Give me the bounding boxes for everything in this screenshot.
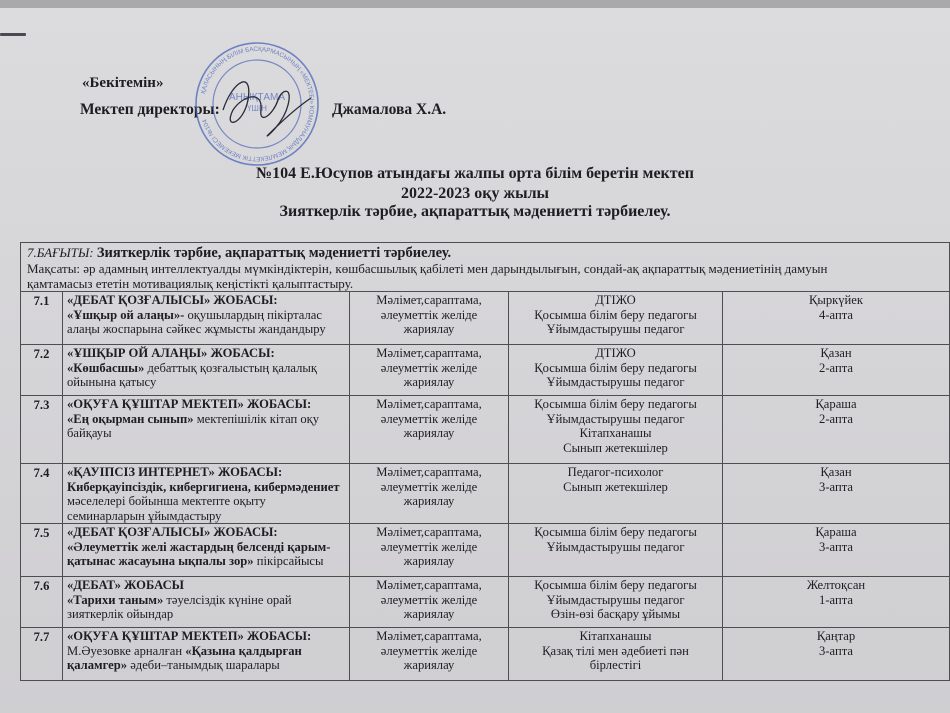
direction-label: 7.БАҒЫТЫ: xyxy=(27,245,94,260)
responsible-line: Қосымша білім беру педагогы xyxy=(534,307,697,322)
event-description: оқушылардың пікірталас алаңы жоспарына сәйкес жұмысты жандандыру xyxy=(67,307,326,336)
term-cell xyxy=(723,292,950,345)
term-month: Қазан xyxy=(820,346,852,360)
table-row xyxy=(21,628,950,681)
term-cell xyxy=(723,628,950,681)
result-line: Мәлімет,сараптама, xyxy=(376,629,482,643)
term-week: 2-апта xyxy=(819,360,853,375)
term-cell xyxy=(723,577,950,628)
result-line: жариялау xyxy=(403,426,455,440)
term-month: Қараша xyxy=(815,525,857,539)
table-row xyxy=(21,577,950,628)
result-line: әлеуметтік желіде xyxy=(380,643,478,658)
result-cell xyxy=(350,628,509,681)
responsible-line: ДТІЖО xyxy=(595,293,636,307)
direction-title: Зияткерлік тәрбие, ақпараттық мәдениетті тәрбиелеу. xyxy=(96,245,452,261)
term-week: 2-апта xyxy=(819,411,853,426)
responsible-line: Ұйымдастырушы педагог xyxy=(546,322,685,336)
event-description: әдеби–танымдық шаралары xyxy=(127,658,280,672)
table-row xyxy=(21,396,950,464)
approval-label: «Бекітемін» xyxy=(82,75,164,91)
activity-cell xyxy=(63,396,350,464)
direction-goal-line2: қамтамасыз ететін мотивациялық кеңістікті қалыптастыру. xyxy=(27,276,354,291)
plan-topic: Зияткерлік тәрбие, ақпараттық мәдениетті тәрбиелеу. xyxy=(279,203,671,220)
event-description: мектепішілік кітап оқу байқауы xyxy=(67,411,320,440)
svg-text:ҮШІН: ҮШІН xyxy=(247,104,267,113)
row-number: 7.5 xyxy=(21,524,63,577)
responsible-line: Қосымша білім беру педагогы xyxy=(534,397,697,411)
term-cell xyxy=(723,524,950,577)
responsible-line: Ұйымдастырушы педагог xyxy=(546,375,685,389)
responsible-line: Қосымша білім беру педагогы xyxy=(534,360,697,375)
responsible-cell xyxy=(509,292,723,345)
event-title: «Ең оқырман сынып» xyxy=(67,411,194,426)
term-week: 4-апта xyxy=(819,307,853,322)
term-month: Қазан xyxy=(820,465,852,479)
event-prefix: М.Әуезовке арналған xyxy=(67,643,186,658)
responsible-line: Сынып жетекшілер xyxy=(563,479,668,494)
activity-cell xyxy=(63,464,350,524)
term-month: Қаңтар xyxy=(816,629,856,643)
project-name: «ОҚУҒА ҚҰШТАР МЕКТЕП» ЖОБАСЫ: xyxy=(67,629,312,643)
result-line: Мәлімет,сараптама, xyxy=(376,293,482,307)
direction-goal-line1: Мақсаты: әр адамның интеллектуалды мүмкіндіктерін, көшбасшылық қабілеті мен дарындылығын, сондай-ақ ақпараттық мәдениетінің дамуын xyxy=(27,261,828,276)
svg-text:ҚАЛАСЫНЫҢ БІЛІМ БАСҚАРМАСЫНЫҢ: ҚАЛАСЫНЫҢ БІЛІМ БАСҚАРМАСЫНЫҢ «МЕКТЕБІ» КОММУНАЛДЫҚ МЕМЛЕКЕТТІК МЕКЕМЕСІ №104 xyxy=(200,45,316,163)
table-row xyxy=(21,524,950,577)
activity-cell xyxy=(63,524,350,577)
term-month: Желтоқсан xyxy=(806,578,866,592)
project-name: «ОҚУҒА ҚҰШТАР МЕКТЕП» ЖОБАСЫ: xyxy=(67,397,312,411)
direction-cell xyxy=(21,243,950,292)
activity-cell xyxy=(63,577,350,628)
result-line: әлеуметтік желіде xyxy=(380,592,478,607)
responsible-line: Кітапханашы xyxy=(579,426,652,440)
event-description: тәуелсіздік күніне орай зияткерлік ойындар xyxy=(67,592,292,621)
event-description: мәселелері бойынша мектепте оқыту семинарларын ұйымдастыру xyxy=(67,494,266,523)
term-month: Қараша xyxy=(815,397,857,411)
responsible-cell xyxy=(509,524,723,577)
project-name: «ДЕБАТ» ЖОБАСЫ xyxy=(67,578,185,592)
director-label: Мектеп директоры: xyxy=(80,101,220,118)
project-name: «ҰШҚЫР ОЙ АЛАҢЫ» ЖОБАСЫ: xyxy=(67,346,275,360)
responsible-cell xyxy=(509,464,723,524)
event-description: дебаттық қозғалыстың қалалық ойынына қатысу xyxy=(67,360,317,389)
term-week: 3-апта xyxy=(819,643,853,658)
responsible-line: Педагог-психолог xyxy=(567,465,664,479)
responsible-line: ДТІЖО xyxy=(595,346,636,360)
result-line: Мәлімет,сараптама, xyxy=(376,346,482,360)
project-name: «ҚАУІПСІЗ ИНТЕРНЕТ» ЖОБАСЫ: xyxy=(67,465,283,479)
event-title: «Көшбасшы» xyxy=(67,360,145,375)
activity-cell xyxy=(63,292,350,345)
result-line: жариялау xyxy=(403,658,455,672)
result-line: Мәлімет,сараптама, xyxy=(376,397,482,411)
result-line: Мәлімет,сараптама, xyxy=(376,578,482,592)
table-row xyxy=(21,292,950,345)
row-number: 7.1 xyxy=(21,292,63,345)
event-title: «Тарихи таным» xyxy=(67,592,164,607)
term-week: 3-апта xyxy=(819,479,853,494)
row-number: 7.6 xyxy=(21,577,63,628)
responsible-line: Қазақ тілі мен әдебиеті пән xyxy=(542,643,689,658)
row-number: 7.4 xyxy=(21,464,63,524)
term-cell xyxy=(723,345,950,396)
official-stamp xyxy=(193,40,321,168)
photo-top-edge xyxy=(0,0,950,8)
responsible-line: Өзін-өзі басқару ұйымы xyxy=(550,607,681,621)
table-row xyxy=(21,345,950,396)
result-cell xyxy=(350,524,509,577)
result-line: жариялау xyxy=(403,607,455,621)
director-name: Джамалова Х.А. xyxy=(332,101,447,118)
result-line: әлеуметтік желіде xyxy=(380,411,478,426)
responsible-line: Сынып жетекшілер xyxy=(563,440,668,455)
academic-year: 2022-2023 оқу жылы xyxy=(400,185,550,202)
result-cell xyxy=(350,464,509,524)
responsible-cell xyxy=(509,396,723,464)
responsible-line: Ұйымдастырушы педагог xyxy=(546,411,685,426)
responsible-line: Ұйымдастырушы педагог xyxy=(546,592,685,607)
result-line: Мәлімет,сараптама, xyxy=(376,525,482,539)
result-line: Мәлімет,сараптама, xyxy=(376,465,482,479)
row-number: 7.3 xyxy=(21,396,63,464)
result-line: әлеуметтік желіде xyxy=(380,360,478,375)
term-month: Қыркүйек xyxy=(808,293,864,307)
result-line: жариялау xyxy=(403,554,455,568)
term-cell xyxy=(723,396,950,464)
event-title: Киберқауіпсіздік, кибергигиена, кибермәдениет xyxy=(67,479,340,494)
activity-cell xyxy=(63,345,350,396)
school-name: №104 Е.Юсупов атындағы жалпы орта білім беретін мектеп xyxy=(256,165,694,182)
project-name: «ДЕБАТ ҚОЗҒАЛЫСЫ» ЖОБАСЫ: xyxy=(67,525,278,539)
row-number: 7.2 xyxy=(21,345,63,396)
term-week: 3-апта xyxy=(819,539,853,554)
result-cell xyxy=(350,345,509,396)
result-line: әлеуметтік желіде xyxy=(380,479,478,494)
responsible-line: Қосымша білім беру педагогы xyxy=(534,525,697,539)
responsible-cell xyxy=(509,345,723,396)
event-title: «Ұшқыр ой алаңы»- xyxy=(67,307,185,322)
responsible-line: Ұйымдастырушы педагог xyxy=(546,539,685,554)
project-name: «ДЕБАТ ҚОЗҒАЛЫСЫ» ЖОБАСЫ: xyxy=(67,293,278,307)
event-title: «Қазына қалдырған қаламгер» xyxy=(67,643,302,672)
table-row xyxy=(21,464,950,524)
term-cell xyxy=(723,464,950,524)
direction-row xyxy=(21,243,950,292)
result-line: жариялау xyxy=(403,494,455,508)
result-cell xyxy=(350,292,509,345)
responsible-cell xyxy=(509,628,723,681)
result-line: әлеуметтік желіде xyxy=(380,539,478,554)
row-number: 7.7 xyxy=(21,628,63,681)
result-line: жариялау xyxy=(403,375,455,389)
responsible-line: Қосымша білім беру педагогы xyxy=(534,578,697,592)
result-cell xyxy=(350,396,509,464)
result-line: әлеуметтік желіде xyxy=(380,307,478,322)
activity-cell xyxy=(63,628,350,681)
pen-mark xyxy=(0,33,26,36)
plan-table xyxy=(20,242,950,681)
svg-text:АНЫҚТАМА: АНЫҚТАМА xyxy=(228,92,286,103)
responsible-cell xyxy=(509,577,723,628)
event-description: пікірсайысы xyxy=(253,554,324,568)
responsible-line: бірлестігі xyxy=(589,658,642,672)
result-cell xyxy=(350,577,509,628)
term-week: 1-апта xyxy=(819,592,853,607)
responsible-line: Кітапханашы xyxy=(579,629,652,643)
event-title: «Әлеуметтік желі жастардың белсенді қарым-қатынас жасауына ықпалы зор» xyxy=(67,539,331,568)
result-line: жариялау xyxy=(403,322,455,336)
